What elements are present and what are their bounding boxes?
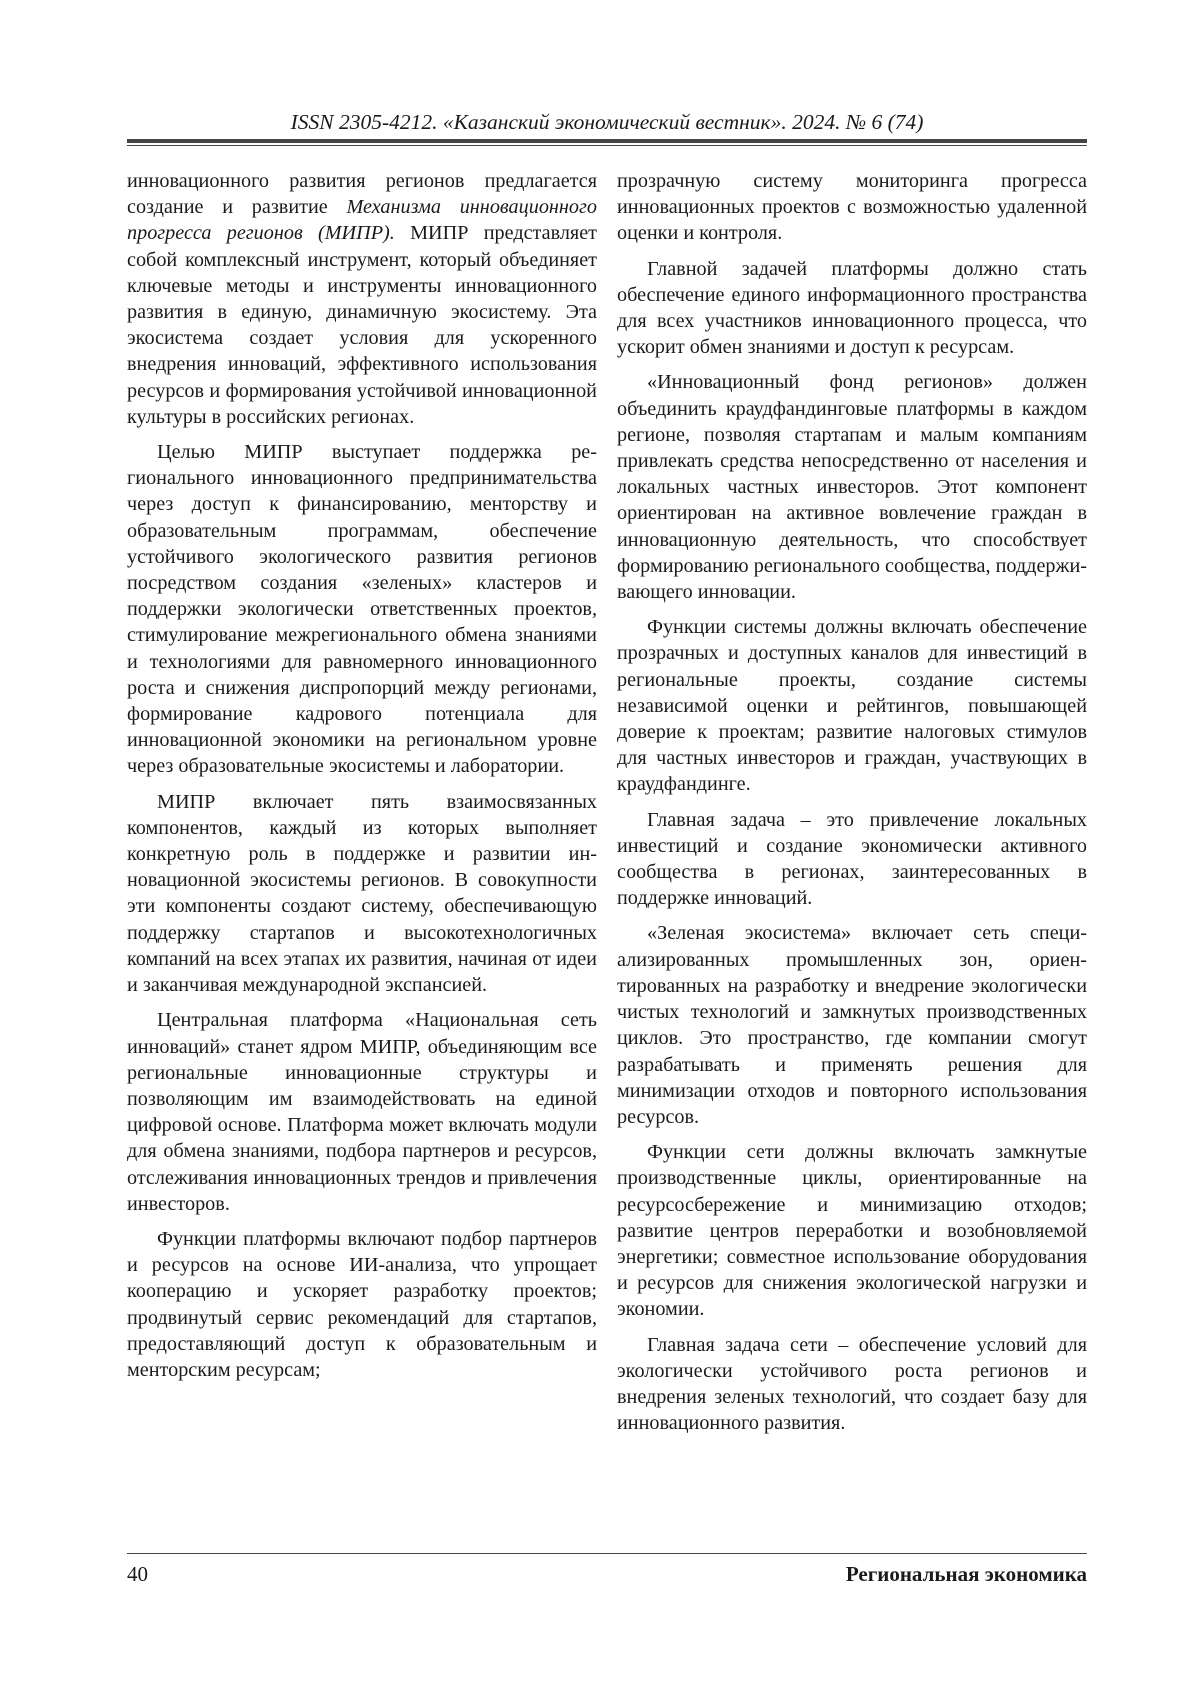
paragraph: Главная задача – это привлечение локальных инвестиций и создание экономически активного сообщества в регионах, заинтересованных в поддержке инноваций. bbox=[617, 808, 1087, 910]
paragraph: Функции системы должны включать обеспечение прозрачных и доступных каналов для инвестиций в региональные проекты, создание системы независимой оценки и рейтингов, повышающей доверие к проектам; развитие налоговых стимулов для частных инвесторов и граждан, участвующих в краудфандинге. bbox=[617, 616, 1087, 796]
page-number: 40 bbox=[127, 1562, 148, 1586]
running-header: ISSN 2305-4212. «Казанский экономический вестник». 2024. № 6 (74) bbox=[290, 110, 924, 134]
paragraph-text: МИПР представляет собой комплексный инструмент, который объединяет ключевые методы и инструменты инновационного развития в единую, динамичную экосистему. Эта экосистема создает условия для ускоренного внедрения инноваций, эффективного использования ресурсов и формирования устойчивой инновационной культуры в российских регионах. bbox=[127, 222, 597, 428]
section-title: Региональная экономика bbox=[845, 1562, 1087, 1586]
header-rule-thin bbox=[127, 145, 1087, 146]
paragraph: Функции сети должны включать замкнутые производственные циклы, ориентированные на ресурсосбережение и минимизацию отходов; развитие центров переработки и возобновляемой энергетики; совместное использование оборудования и ресурсов для снижения экологической нагрузки и экономии. bbox=[617, 1141, 1087, 1321]
paragraph: Целью МИПР выступает поддержка регионального инновационного предпринимательства через доступ к финансированию, менторству и образовательным программам, обеспечение устойчивого экологического развития регионов посредством создания «зеленых» кластеров и поддержки экологически ответственных проектов, стимулирование межрегионального обмена знаниями и технологиями для равномерного инновационного роста и снижения диспропорций между регионами, формирование кадрового потенциала для инновационной экономики на региональном уровне через образовательные экосистемы и лаборатории. bbox=[127, 441, 597, 778]
paragraph: «Инновационный фонд регионов» должен объединить краудфандинговые платформы в каждом регионе, позволяя стартапам и малым компаниям привлекать средства непосредственно от населения и локальных частных инвесторов. Этот компонент ориентирован на активное вовлечение граждан в инновационную деятельность, что способствует формированию регионального сообщества, поддерживающего инновации. bbox=[617, 371, 1087, 604]
paragraph: Главной задачей платформы должно стать обеспечение единого информационного пространства для всех участников инновационного процесса, что ускорит обмен знаниями и доступ к ресурсам. bbox=[617, 257, 1087, 359]
paragraph bbox=[127, 168, 597, 430]
paragraph: МИПР включает пять взаимосвязанных компонентов, каждый из которых выполняет конкретную роль в поддержке и развитии инновационной экосистемы регионов. В совокупности эти компоненты создают систему, обеспечивающую поддержку стартапов и высокотехнологичных компаний на всех этапах их развития, начиная от идеи и заканчивая международной экспансией. bbox=[127, 790, 597, 997]
paragraph: Главная задача сети – обеспечение условий для экологически устойчивого роста регионов и внедрения зеленых технологий, что создает базу для инновационного развития. bbox=[617, 1333, 1087, 1435]
paragraph-text: инновационного развития регионов предлагается создание и развитие bbox=[127, 170, 597, 219]
paragraph: прозрачную систему мониторинга прогресса инновационных проектов с возможностью удаленной оценки и контроля. bbox=[617, 170, 1087, 245]
emphasized-term: Механизма инновационного прогресса регионов (МИПР). bbox=[127, 196, 597, 245]
footer-rule bbox=[127, 1553, 1087, 1554]
paragraph: «Зеленая экосистема» включает сеть специализированных промышленных зон, ориентированных на разработку и внедрение экологически чистых технологий и замкнутых производственных циклов. Это пространство, где компании смогут разрабатывать и применять решения для минимизации отходов и повторного использования ресурсов. bbox=[617, 922, 1087, 1128]
right-column bbox=[617, 168, 1087, 1436]
paragraph: Функции платформы включают подбор партнеров и ресурсов на основе ИИ-анализа, что упрощает кооперацию и ускоряет разработку проектов; продвинутый сервис рекомендаций для стартапов, предоставляющий доступ к образовательным и менторским ресурсам; bbox=[127, 1227, 597, 1381]
header-rule-thick bbox=[127, 139, 1087, 143]
left-column bbox=[127, 168, 597, 1383]
paragraph: Центральная платформа «Национальная сеть инноваций» станет ядром МИПР, объединяющим все региональные инновационные структуры и позволяющим им взаимодействовать на единой цифровой основе. Платформа может включать модули для обмена знаниями, подбора партнеров и ресурсов, отслеживания инновационных трендов и привлечения инвесторов. bbox=[127, 1009, 597, 1215]
